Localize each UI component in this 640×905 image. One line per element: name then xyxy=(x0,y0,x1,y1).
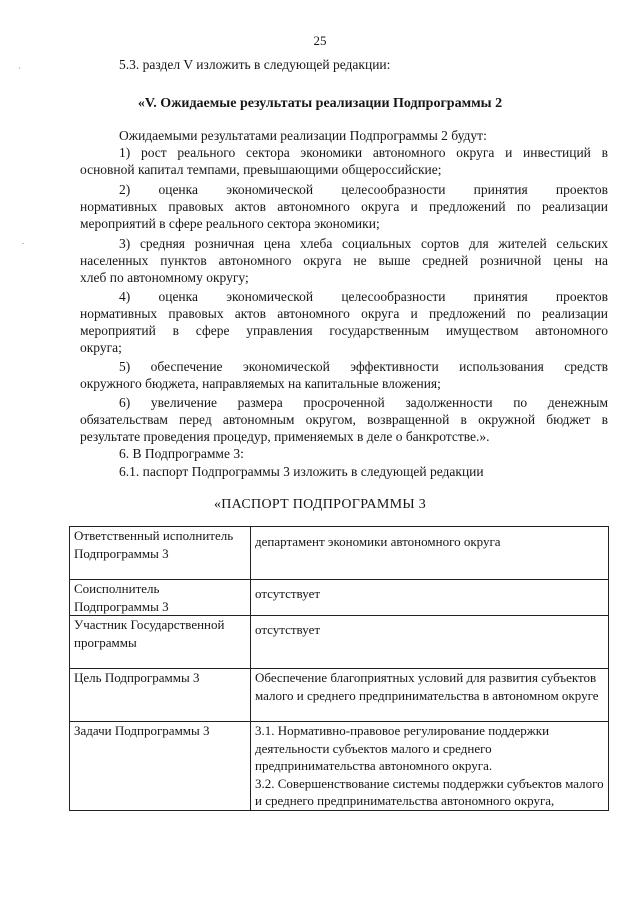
scan-mark: . xyxy=(22,236,25,246)
body-line: 3) средняя розничная цена хлеба социальных сортов для жителей сельских xyxy=(119,236,608,251)
row-value: отсутствует xyxy=(251,616,609,669)
body-line: мероприятий в сфере реального сектора экономики; xyxy=(80,216,380,231)
body-line: 1) рост реального сектора экономики автономного округа и инвестиций в xyxy=(119,145,608,160)
body-line: 6) увеличение размера просроченной задолженности по денежным xyxy=(119,395,608,410)
table-row xyxy=(70,580,609,616)
row-label: Соисполнитель Подпрограммы 3 xyxy=(70,580,251,616)
scan-mark: ` xyxy=(18,66,21,76)
body-line: 5) обеспечение экономической эффективности использования средств xyxy=(119,359,608,374)
row-value-block xyxy=(251,722,609,811)
row-label: Цель Подпрограммы 3 xyxy=(70,669,251,722)
body-line: населенных пунктов автономного округа не выше средней розничной цены на xyxy=(80,253,608,268)
body-line: нормативных правовых актов автономного округа и предложений по реализации xyxy=(80,306,608,321)
table-row xyxy=(70,669,609,722)
body-line: хлеб по автономному округу; xyxy=(80,270,249,285)
row-label: Ответственный исполнитель Подпрограммы 3 xyxy=(70,527,251,580)
task-item: 3.1. Нормативно-правовое регулирование поддержки деятельности субъектов малого и среднего предпринимательства автономного округа. xyxy=(255,723,550,773)
body-line: результате проведения процедур, применяемых в деле о банкротстве.». xyxy=(80,429,490,444)
row-label: Участник Государственной программы xyxy=(70,616,251,669)
page-number: 25 xyxy=(313,33,327,48)
body-line: округа; xyxy=(80,340,122,355)
body-line: мероприятий в сфере управления государственным имуществом автономного xyxy=(80,323,608,338)
row-label: Задачи Подпрограммы 3 xyxy=(70,722,251,811)
passport-table xyxy=(69,526,609,811)
table-row xyxy=(70,722,609,811)
body-line: Ожидаемыми результатами реализации Подпрограммы 2 будут: xyxy=(119,128,487,143)
row-value: Обеспечение благоприятных условий для развития субъектов малого и среднего предпринимательства в автономном округе xyxy=(251,669,609,722)
row-value: отсутствует xyxy=(251,580,609,616)
body-line: окружного бюджета, направляемых на капитальные вложения; xyxy=(80,376,441,391)
body-line: основной капитал темпами, превышающими общероссийские; xyxy=(80,162,442,177)
table-row xyxy=(70,527,609,580)
body-line: 2) оценка экономической целесообразности принятия проектов xyxy=(119,182,608,197)
intro-line: 5.3. раздел V изложить в следующей редакции: xyxy=(119,57,391,72)
passport-title: «ПАСПОРТ ПОДПРОГРАММЫ 3 xyxy=(213,497,427,512)
row-value: департамент экономики автономного округа xyxy=(251,527,609,580)
body-line: нормативных правовых актов автономного округа и предложений по реализации xyxy=(80,199,608,214)
section-heading: «V. Ожидаемые результаты реализации Подпрограммы 2 xyxy=(137,96,503,111)
body-line: 6.1. паспорт Подпрограммы 3 изложить в следующей редакции xyxy=(119,464,484,479)
body-line: 4) оценка экономической целесообразности принятия проектов xyxy=(119,289,608,304)
body-line: обязательствам перед автономным округом, возвращенной в окружной бюджет в xyxy=(80,412,608,427)
task-item: 3.2. Совершенствование системы поддержки субъектов малого и среднего предпринимательства автономного округа, xyxy=(255,775,604,808)
body-line: 6. В Подпрограмме 3: xyxy=(119,446,244,461)
table-row xyxy=(70,616,609,669)
